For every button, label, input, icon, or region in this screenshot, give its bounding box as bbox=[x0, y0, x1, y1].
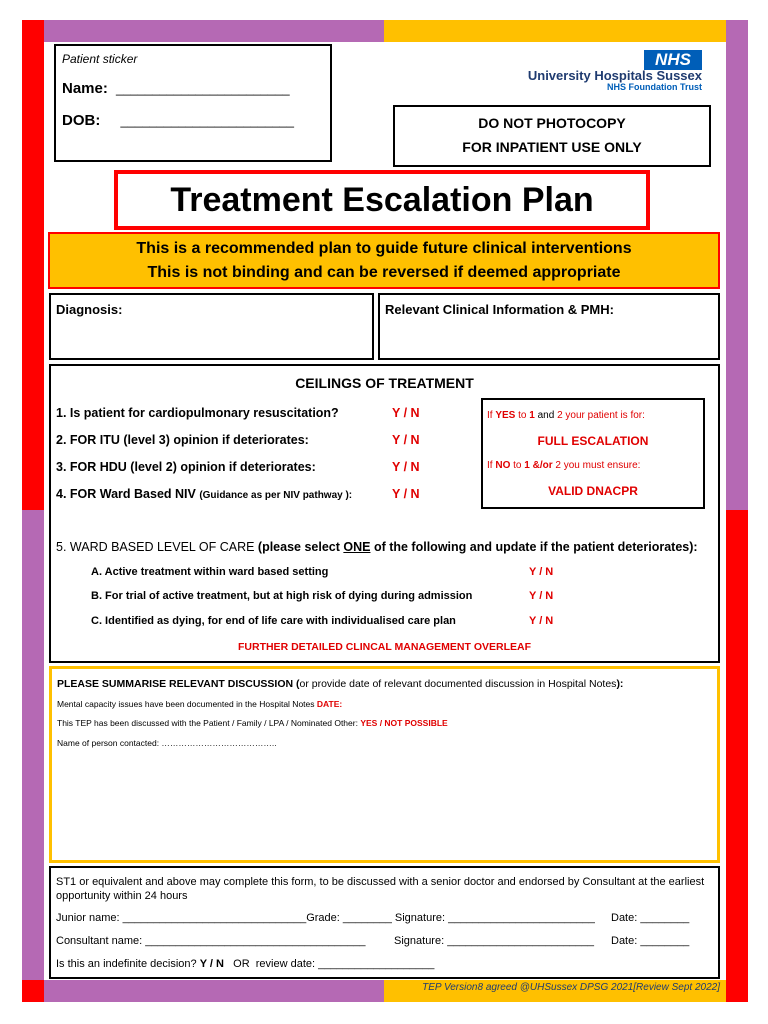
consultant-signature-label: Signature: bbox=[394, 935, 448, 947]
consultant-date-label: Date: bbox=[611, 935, 641, 947]
indefinite-row[interactable] bbox=[56, 958, 434, 970]
question-ward-care bbox=[56, 540, 698, 554]
discussion-heading-rest: or provide date of relevant documented discussion in Hospital Notes bbox=[299, 678, 617, 690]
consultant-signature-line[interactable]: ________________________ bbox=[447, 935, 595, 947]
option-b: B. For trial of active treatment, but at high risk of dying during admission bbox=[91, 590, 473, 602]
if-no-pre: If bbox=[487, 460, 496, 471]
frame-left-purple-bar bbox=[22, 510, 44, 980]
name-field[interactable] bbox=[62, 80, 290, 97]
capacity-date-label: DATE: bbox=[316, 699, 343, 709]
diagnosis-box[interactable] bbox=[49, 293, 374, 360]
question-niv-yn[interactable]: Y / N bbox=[392, 487, 420, 501]
question-niv-note: (Guidance as per NIV pathway ): bbox=[199, 490, 353, 501]
q5-instruction-end: of the following and update if the patient deteriorates): bbox=[370, 540, 698, 554]
grade-line[interactable]: ________ bbox=[342, 912, 392, 924]
question-hdu: 3. FOR HDU (level 2) opinion if deteriorates: bbox=[56, 460, 316, 474]
org-name: University Hospitals Sussex bbox=[527, 68, 702, 83]
notice-line-2: FOR INPATIENT USE ONLY bbox=[462, 139, 642, 155]
grade-label: Grade: bbox=[306, 912, 343, 924]
if-no-word: NO bbox=[495, 460, 511, 471]
dob-label: DOB: bbox=[62, 112, 101, 129]
clinical-info-label: Relevant Clinical Information & PMH: bbox=[385, 302, 614, 317]
option-c-yn[interactable]: Y / N bbox=[529, 615, 554, 627]
ceilings-heading: CEILINGS OF TREATMENT bbox=[295, 375, 474, 391]
dob-field[interactable] bbox=[62, 112, 294, 129]
review-date-label: OR review date: bbox=[223, 958, 319, 970]
patient-sticker-label: Patient sticker bbox=[62, 52, 138, 66]
consultant-row[interactable] bbox=[56, 935, 366, 947]
q5-label: 5. WARD BASED LEVEL OF CARE bbox=[56, 540, 258, 554]
valid-dnacpr: VALID DNACPR bbox=[548, 484, 638, 498]
indefinite-yn[interactable]: Y / N bbox=[199, 958, 224, 970]
consultant-name-line[interactable]: ____________________________________ bbox=[145, 935, 366, 947]
if-no-one: 1 bbox=[524, 460, 530, 471]
question-itu: 2. FOR ITU (level 3) opinion if deteriorates: bbox=[56, 433, 309, 447]
frame-top-purple-bar bbox=[44, 20, 384, 42]
discussion-heading-end: ): bbox=[616, 678, 624, 690]
consultant-date[interactable] bbox=[611, 935, 689, 947]
clinical-info-box[interactable] bbox=[378, 293, 720, 360]
if-yes-word: YES bbox=[495, 410, 516, 421]
discussion-heading-bold: PLEASE SUMMARISE RELEVANT DISCUSSION ( bbox=[57, 678, 300, 690]
trust-name: NHS Foundation Trust bbox=[607, 82, 702, 92]
q5-one: ONE bbox=[343, 540, 371, 554]
overleaf-note: FURTHER DETAILED CLINCAL MANAGEMENT OVERLEAF bbox=[237, 641, 532, 653]
if-yes-mid: to bbox=[515, 410, 530, 421]
patient-sticker-box[interactable] bbox=[54, 44, 332, 162]
option-b-yn[interactable]: Y / N bbox=[529, 590, 554, 602]
if-no-two: 2 bbox=[555, 460, 561, 471]
diagnosis-label: Diagnosis: bbox=[56, 302, 123, 317]
junior-row[interactable] bbox=[56, 912, 595, 924]
page-title: Treatment Escalation Plan bbox=[170, 181, 594, 219]
if-yes-text bbox=[487, 410, 645, 421]
junior-date-label: Date: bbox=[611, 912, 641, 924]
q5-instruction-start: (please select bbox=[257, 540, 344, 554]
capacity-line bbox=[57, 699, 342, 709]
question-itu-yn[interactable]: Y / N bbox=[392, 433, 420, 447]
if-yes-post: your patient is for: bbox=[562, 410, 645, 421]
frame-right-purple-bar bbox=[726, 20, 748, 510]
page-title-box bbox=[114, 170, 650, 230]
consultant-signature[interactable] bbox=[394, 935, 594, 947]
frame-right-red-bar bbox=[726, 510, 748, 1002]
name-line: ________________________ bbox=[116, 81, 290, 96]
junior-signature-line[interactable]: ________________________ bbox=[448, 912, 595, 924]
junior-name-line[interactable]: ______________________________ bbox=[122, 912, 307, 924]
escalation-outcome-box bbox=[481, 398, 705, 509]
full-escalation: FULL ESCALATION bbox=[537, 434, 649, 448]
person-contacted-line: Name of person contacted: ………………………………….. bbox=[57, 738, 277, 748]
do-not-photocopy-box bbox=[393, 105, 711, 167]
junior-date-line[interactable]: ________ bbox=[640, 912, 690, 924]
tep-discussed-text: This TEP has been discussed with the Patient / Family / LPA / Nominated Other: bbox=[57, 718, 361, 728]
dob-line: ________________________ bbox=[120, 113, 295, 128]
question-niv bbox=[56, 487, 352, 501]
discussion-heading bbox=[57, 678, 623, 690]
discussion-section[interactable] bbox=[49, 666, 720, 863]
nhs-lozenge: NHS bbox=[644, 50, 702, 70]
question-hdu-yn[interactable]: Y / N bbox=[392, 460, 420, 474]
banner-line-2: This is not binding and can be reversed if deemed appropriate bbox=[147, 264, 621, 281]
option-c: C. Identified as dying, for end of life care with individualised care plan bbox=[91, 615, 456, 627]
banner-line-1: This is a recommended plan to guide future clinical interventions bbox=[136, 240, 632, 257]
consultant-date-line[interactable]: ________ bbox=[640, 935, 690, 947]
signoff-section bbox=[49, 866, 720, 979]
nhs-logo bbox=[470, 48, 706, 98]
question-cpr: 1. Is patient for cardiopulmonary resuscitation? bbox=[56, 406, 339, 420]
review-date-line[interactable]: ___________________ bbox=[318, 958, 435, 970]
if-no-post: you must ensure: bbox=[560, 460, 641, 471]
if-yes-two: 2 bbox=[557, 410, 563, 421]
question-cpr-yn[interactable]: Y / N bbox=[392, 406, 420, 420]
if-yes-one: 1 bbox=[529, 410, 535, 421]
if-yes-pre: If bbox=[487, 410, 496, 421]
if-no-mid: to bbox=[510, 460, 525, 471]
signoff-intro: ST1 or equivalent and above may complete this form, to be discussed with a senior doctor and endorsed by Consultant at the earliest opportunity within 24 hours bbox=[56, 876, 705, 902]
frame-top-gold-bar bbox=[384, 20, 726, 42]
version-footer: TEP Version8 agreed @UHSussex DPSG 2021[Review Sept 2022] bbox=[422, 982, 720, 993]
junior-signature-label: Signature: bbox=[391, 912, 449, 924]
if-no-and: &/or bbox=[529, 460, 556, 471]
indefinite-question: Is this an indefinite decision? bbox=[56, 958, 200, 970]
tep-discussed-line bbox=[57, 718, 448, 728]
frame-bottom-purple-bar bbox=[44, 980, 384, 1002]
capacity-text: Mental capacity issues have been documented in the Hospital Notes bbox=[57, 699, 317, 709]
name-label: Name: bbox=[62, 80, 108, 97]
ceilings-section bbox=[49, 364, 720, 663]
option-a: A. Active treatment within ward based setting bbox=[91, 566, 329, 578]
notice-line-1: DO NOT PHOTOCOPY bbox=[478, 115, 626, 131]
option-a-yn[interactable]: Y / N bbox=[529, 566, 554, 578]
consultant-name-label: Consultant name: bbox=[56, 935, 146, 947]
if-yes-and: and bbox=[534, 410, 558, 421]
tep-discussed-options[interactable]: YES / NOT POSSIBLE bbox=[360, 718, 448, 728]
question-niv-label: 4. FOR Ward Based NIV bbox=[56, 487, 196, 501]
junior-name-label: Junior name: bbox=[56, 912, 123, 924]
junior-date[interactable] bbox=[611, 912, 689, 924]
guidance-banner bbox=[48, 232, 720, 289]
if-no-text bbox=[487, 460, 640, 471]
